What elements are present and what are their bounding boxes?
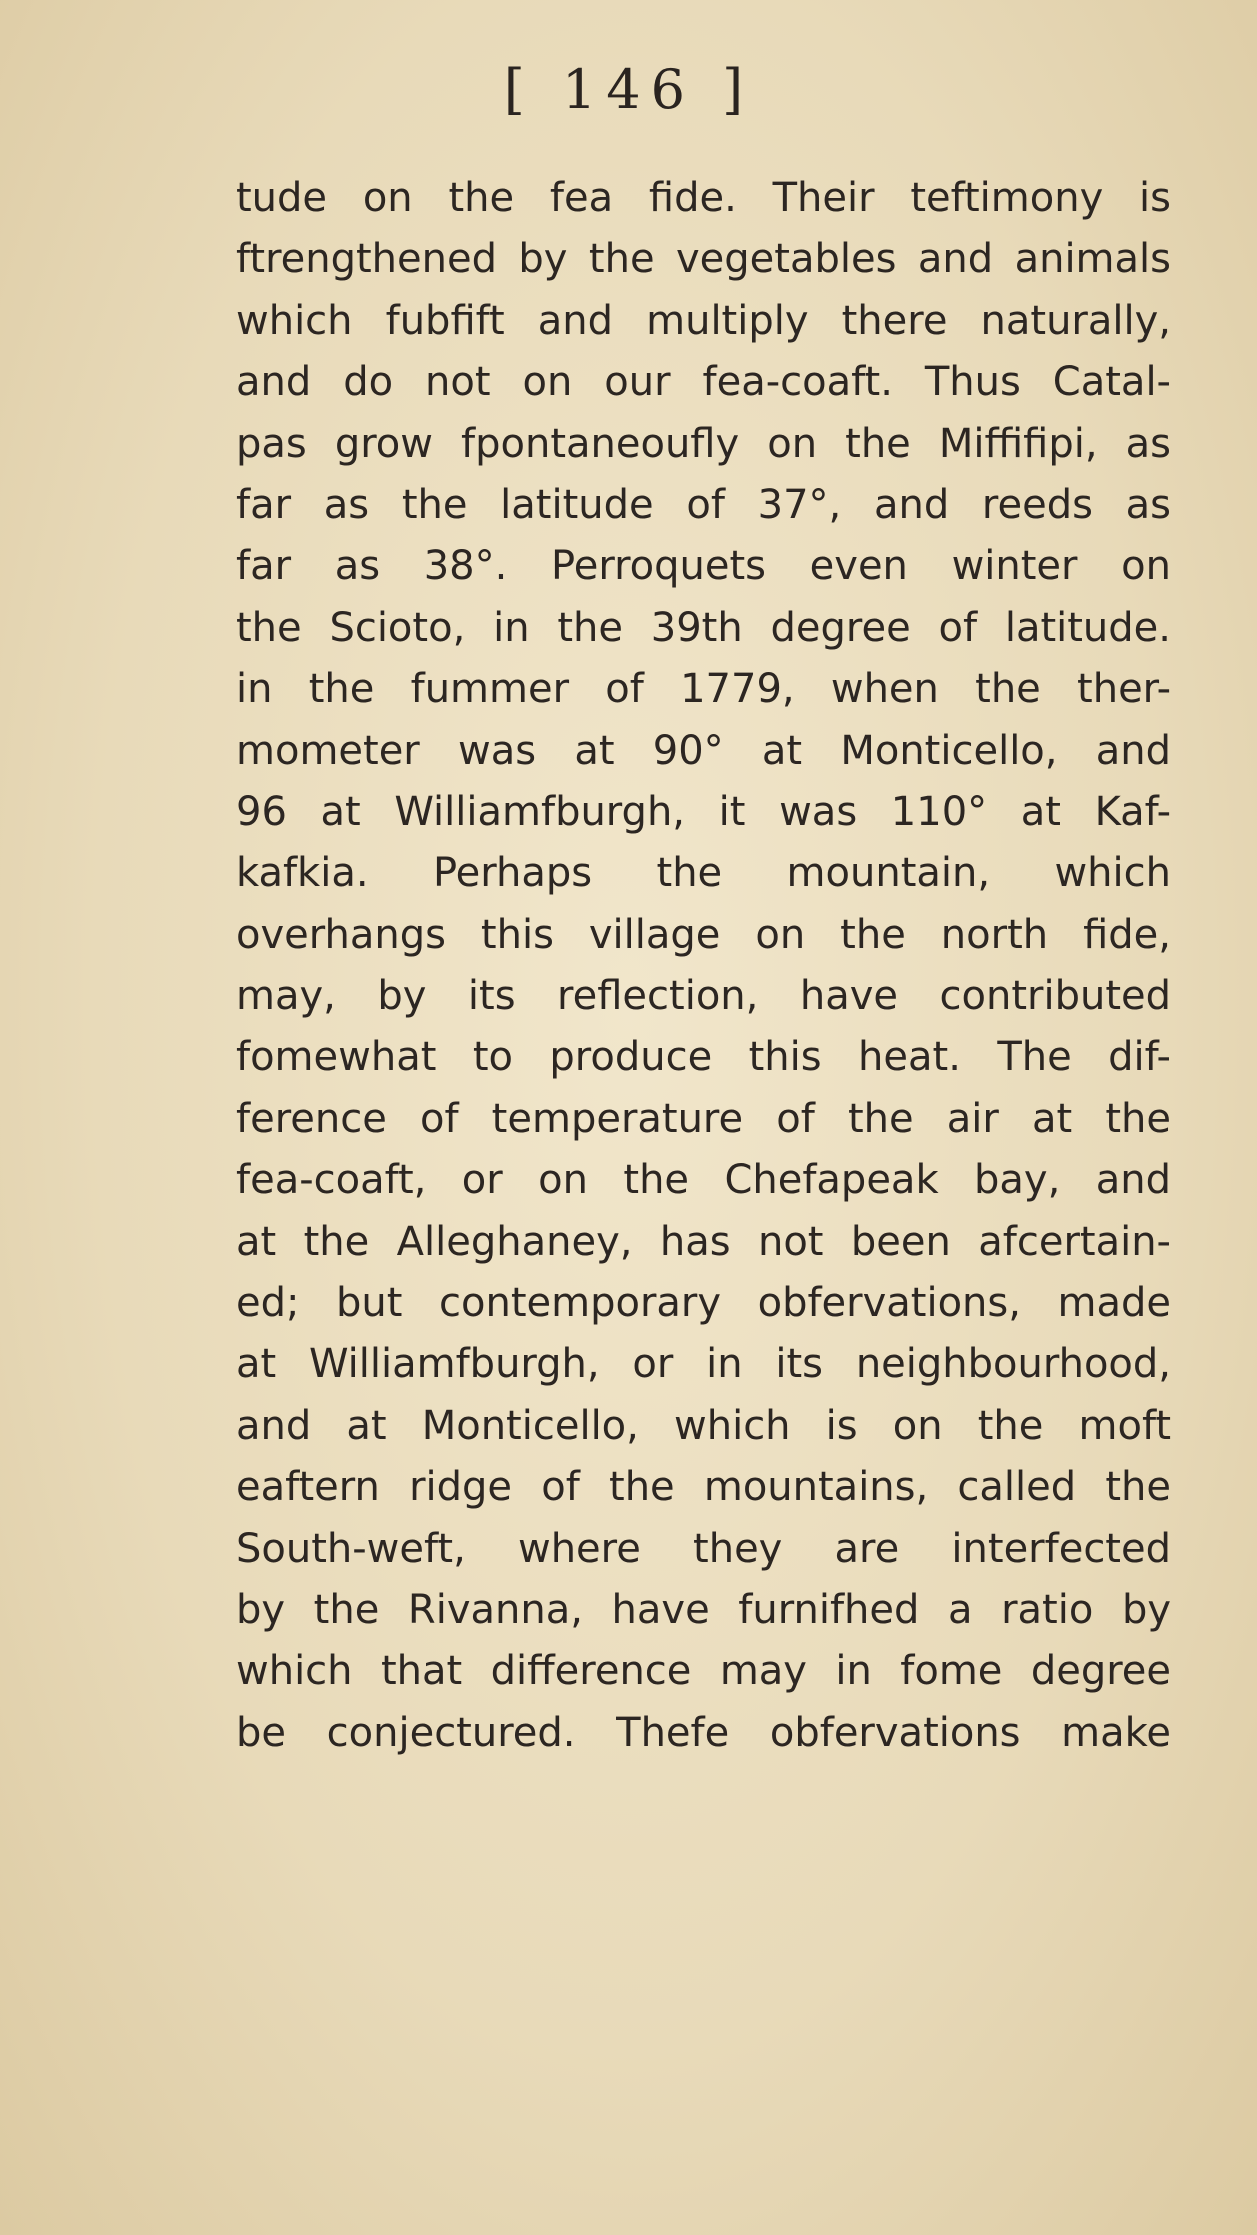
- text-line: and do not on our fea-coaft. Thus Catal-: [236, 359, 1171, 406]
- text-line: fea-coaft, or on the Chefapeak bay, and: [236, 1157, 1171, 1204]
- page-number: [ 146 ]: [503, 58, 754, 121]
- text-line: which fubfift and multiply there naturally,: [236, 297, 1171, 344]
- text-line: the Scioto, in the 39th degree of latitude.: [236, 604, 1171, 651]
- text-line: may, by its reflection, have contributed: [236, 973, 1171, 1020]
- text-line: mometer was at 90° at Monticello, and: [236, 727, 1171, 774]
- text-line: tude on the fea fide. Their teftimony is: [236, 175, 1171, 221]
- text-line: South-weft, where they are interfected: [236, 1525, 1171, 1572]
- text-line: at Williamfburgh, or in its neighbourhood,: [236, 1341, 1171, 1388]
- text-line: far as 38°. Perroquets even winter on: [236, 543, 1171, 590]
- text-line: ftrengthened by the vegetables and animals: [236, 236, 1171, 283]
- text-line: fomewhat to produce this heat. The dif-: [236, 1034, 1171, 1081]
- text-line: overhangs this village on the north fide,: [236, 911, 1171, 958]
- text-line: by the Rivanna, have furnifhed a ratio by: [236, 1586, 1171, 1633]
- text-line: ed; but contemporary obfervations, made: [236, 1280, 1171, 1327]
- body-text: [236, 168, 1171, 1764]
- text-line: far as the latitude of 37°, and reeds as: [236, 481, 1171, 528]
- text-line: eaftern ridge of the mountains, called the: [236, 1464, 1171, 1511]
- text-line: kafkia. Perhaps the mountain, which: [236, 850, 1171, 897]
- text-line: be conjectured. Thefe obfervations make: [236, 1709, 1171, 1756]
- text-line: which that difference may in fome degree: [236, 1648, 1171, 1695]
- text-line: at the Alleghaney, has not been afcertain-: [236, 1218, 1171, 1265]
- text-line: 96 at Williamfburgh, it was 110° at Kaf-: [236, 788, 1171, 835]
- text-line: in the fummer of 1779, when the ther-: [236, 666, 1171, 713]
- text-line: pas grow fpontaneoufly on the Miffifipi, as: [236, 420, 1171, 467]
- text-line: and at Monticello, which is on the moft: [236, 1402, 1171, 1449]
- text-line: ference of temperature of the air at the: [236, 1095, 1171, 1142]
